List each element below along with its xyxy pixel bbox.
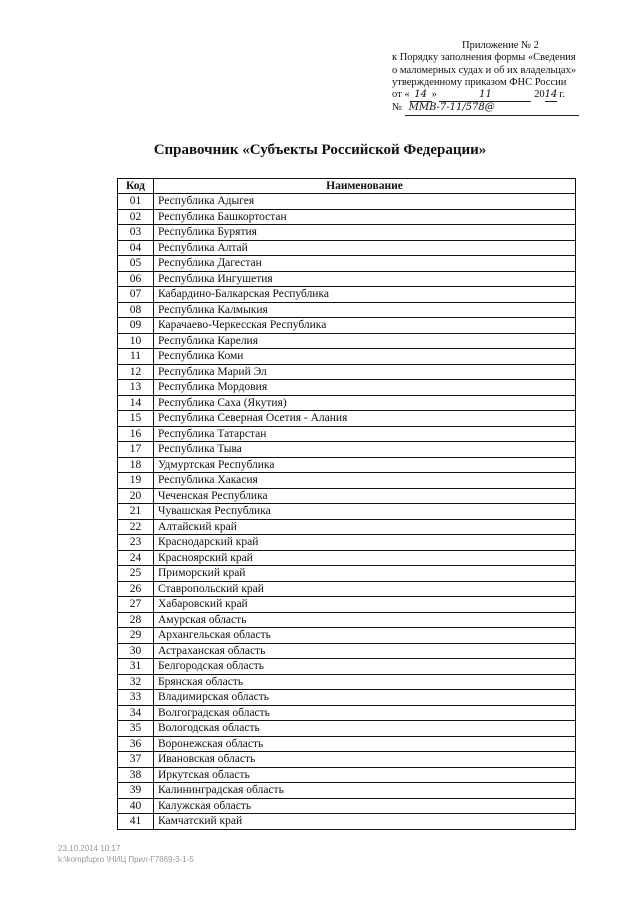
subject-name: Иркутская область [154,767,576,783]
subject-name: Республика Дагестан [154,256,576,272]
date-year-prefix: 20 [534,89,545,101]
subject-name: Хабаровский край [154,597,576,613]
subject-name: Архангельская область [154,628,576,644]
table-row [118,783,576,799]
table-row [118,550,576,566]
table-row [118,798,576,814]
subject-name: Белгородская область [154,659,576,675]
subject-name: Астраханская область [154,643,576,659]
subject-name: Республика Ингушетия [154,271,576,287]
subject-code: 08 [118,302,154,318]
date-year: 14 [545,89,557,102]
subject-code: 30 [118,643,154,659]
subject-name: Калужская область [154,798,576,814]
footer-timestamp: 23.10.2014 10:17 [58,844,121,853]
subject-code: 06 [118,271,154,287]
subject-name: Карачаево-Черкесская Республика [154,318,576,334]
subject-name: Краснодарский край [154,535,576,551]
print-footer [58,843,194,865]
subject-code: 10 [118,333,154,349]
table-row [118,488,576,504]
subject-code: 01 [118,194,154,210]
appendix-header [392,40,607,116]
table-row [118,705,576,721]
date-mid: » [431,89,437,101]
order-number [392,102,607,115]
table-row [118,411,576,427]
subject-name: Республика Саха (Якутия) [154,395,576,411]
table-row [118,349,576,365]
table-row [118,240,576,256]
table-row [118,333,576,349]
subject-name: Владимирская область [154,690,576,706]
number-value: ММВ-7-11/578@ [405,102,579,115]
table-header-row [118,179,576,194]
subject-code: 36 [118,736,154,752]
subject-name: Республика Калмыкия [154,302,576,318]
table-row [118,767,576,783]
subject-name: Республика Татарстан [154,426,576,442]
subject-name: Калининградская область [154,783,576,799]
subject-name: Республика Алтай [154,240,576,256]
subject-code: 22 [118,519,154,535]
subject-code: 23 [118,535,154,551]
appendix-line-1: к Порядку заполнения формы «Сведения [392,52,576,64]
subject-name: Волгоградская область [154,705,576,721]
table-row [118,752,576,768]
subject-code: 26 [118,581,154,597]
subject-name: Брянская область [154,674,576,690]
table-row [118,628,576,644]
subject-name: Ставропольский край [154,581,576,597]
subject-code: 02 [118,209,154,225]
table-row [118,721,576,737]
subject-code: 31 [118,659,154,675]
subject-code: 25 [118,566,154,582]
subject-code: 09 [118,318,154,334]
column-header-name: Наименование [154,179,576,194]
order-date [392,89,607,102]
table-row [118,442,576,458]
table-row [118,395,576,411]
subject-code: 29 [118,628,154,644]
date-month: 11 [439,89,531,102]
table-row [118,581,576,597]
table-row [118,256,576,272]
subject-name: Чувашская Республика [154,504,576,520]
subject-code: 03 [118,225,154,241]
subject-code: 07 [118,287,154,303]
subject-name: Вологодская область [154,721,576,737]
subject-name: Республика Башкортостан [154,209,576,225]
table-row [118,674,576,690]
table-row [118,519,576,535]
table-row [118,271,576,287]
footer-path: k:\kompfupro \НИЦ Прил-Г7869-3-1-5 [58,855,194,864]
table-row [118,535,576,551]
subject-code: 04 [118,240,154,256]
subject-code: 20 [118,488,154,504]
subject-code: 40 [118,798,154,814]
table-body [118,194,576,830]
appendix-line-2: о маломерных судах и об их владельцах» [392,64,577,76]
table-row [118,380,576,396]
table-row [118,209,576,225]
subject-code: 21 [118,504,154,520]
subject-code: 34 [118,705,154,721]
table-row [118,690,576,706]
subject-code: 16 [118,426,154,442]
subject-name: Кабардино-Балкарская Республика [154,287,576,303]
subject-name: Красноярский край [154,550,576,566]
subject-code: 19 [118,473,154,489]
subject-name: Удмуртская Республика [154,457,576,473]
subject-name: Республика Бурятия [154,225,576,241]
subject-code: 05 [118,256,154,272]
subject-name: Республика Хакасия [154,473,576,489]
subjects-table [117,178,576,830]
table-row [118,736,576,752]
date-suffix: г. [559,89,565,101]
date-prefix: от « [392,89,410,101]
date-day: 14 [410,89,432,102]
subject-name: Республика Карелия [154,333,576,349]
subject-name: Приморский край [154,566,576,582]
subject-name: Республика Адыгея [154,194,576,210]
table-row [118,426,576,442]
subject-code: 27 [118,597,154,613]
table-row [118,225,576,241]
table-row [118,612,576,628]
table-row [118,566,576,582]
table-row [118,287,576,303]
table-row [118,504,576,520]
table-row [118,318,576,334]
table-row [118,194,576,210]
table-row [118,473,576,489]
appendix-number: Приложение № 2 [462,40,539,51]
subject-name: Камчатский край [154,814,576,830]
subject-name: Республика Марий Эл [154,364,576,380]
subject-code: 28 [118,612,154,628]
table-row [118,457,576,473]
subject-name: Республика Тыва [154,442,576,458]
subject-code: 38 [118,767,154,783]
subject-name: Чеченская Республика [154,488,576,504]
subject-name: Республика Коми [154,349,576,365]
subject-name: Республика Северная Осетия - Алания [154,411,576,427]
subject-name: Воронежская область [154,736,576,752]
subject-name: Республика Мордовия [154,380,576,396]
subject-code: 32 [118,674,154,690]
subject-code: 17 [118,442,154,458]
number-prefix: № [392,102,403,114]
subject-code: 35 [118,721,154,737]
subject-code: 41 [118,814,154,830]
table-row [118,643,576,659]
subject-code: 12 [118,364,154,380]
subject-code: 14 [118,395,154,411]
subject-name: Алтайский край [154,519,576,535]
page-title: Справочник «Субъекты Российской Федерации» [153,142,487,158]
subject-code: 24 [118,550,154,566]
subject-code: 13 [118,380,154,396]
subject-name: Ивановская область [154,752,576,768]
subject-code: 37 [118,752,154,768]
table-row [118,597,576,613]
subject-code: 39 [118,783,154,799]
table-row [118,364,576,380]
appendix-line-3: утвержденному приказом ФНС России [392,76,567,88]
subject-name: Амурская область [154,612,576,628]
column-header-code: Код [118,179,154,194]
subject-code: 11 [118,349,154,365]
table-row [118,814,576,830]
subject-code: 18 [118,457,154,473]
subject-code: 15 [118,411,154,427]
table-row [118,659,576,675]
subject-code: 33 [118,690,154,706]
table-row [118,302,576,318]
